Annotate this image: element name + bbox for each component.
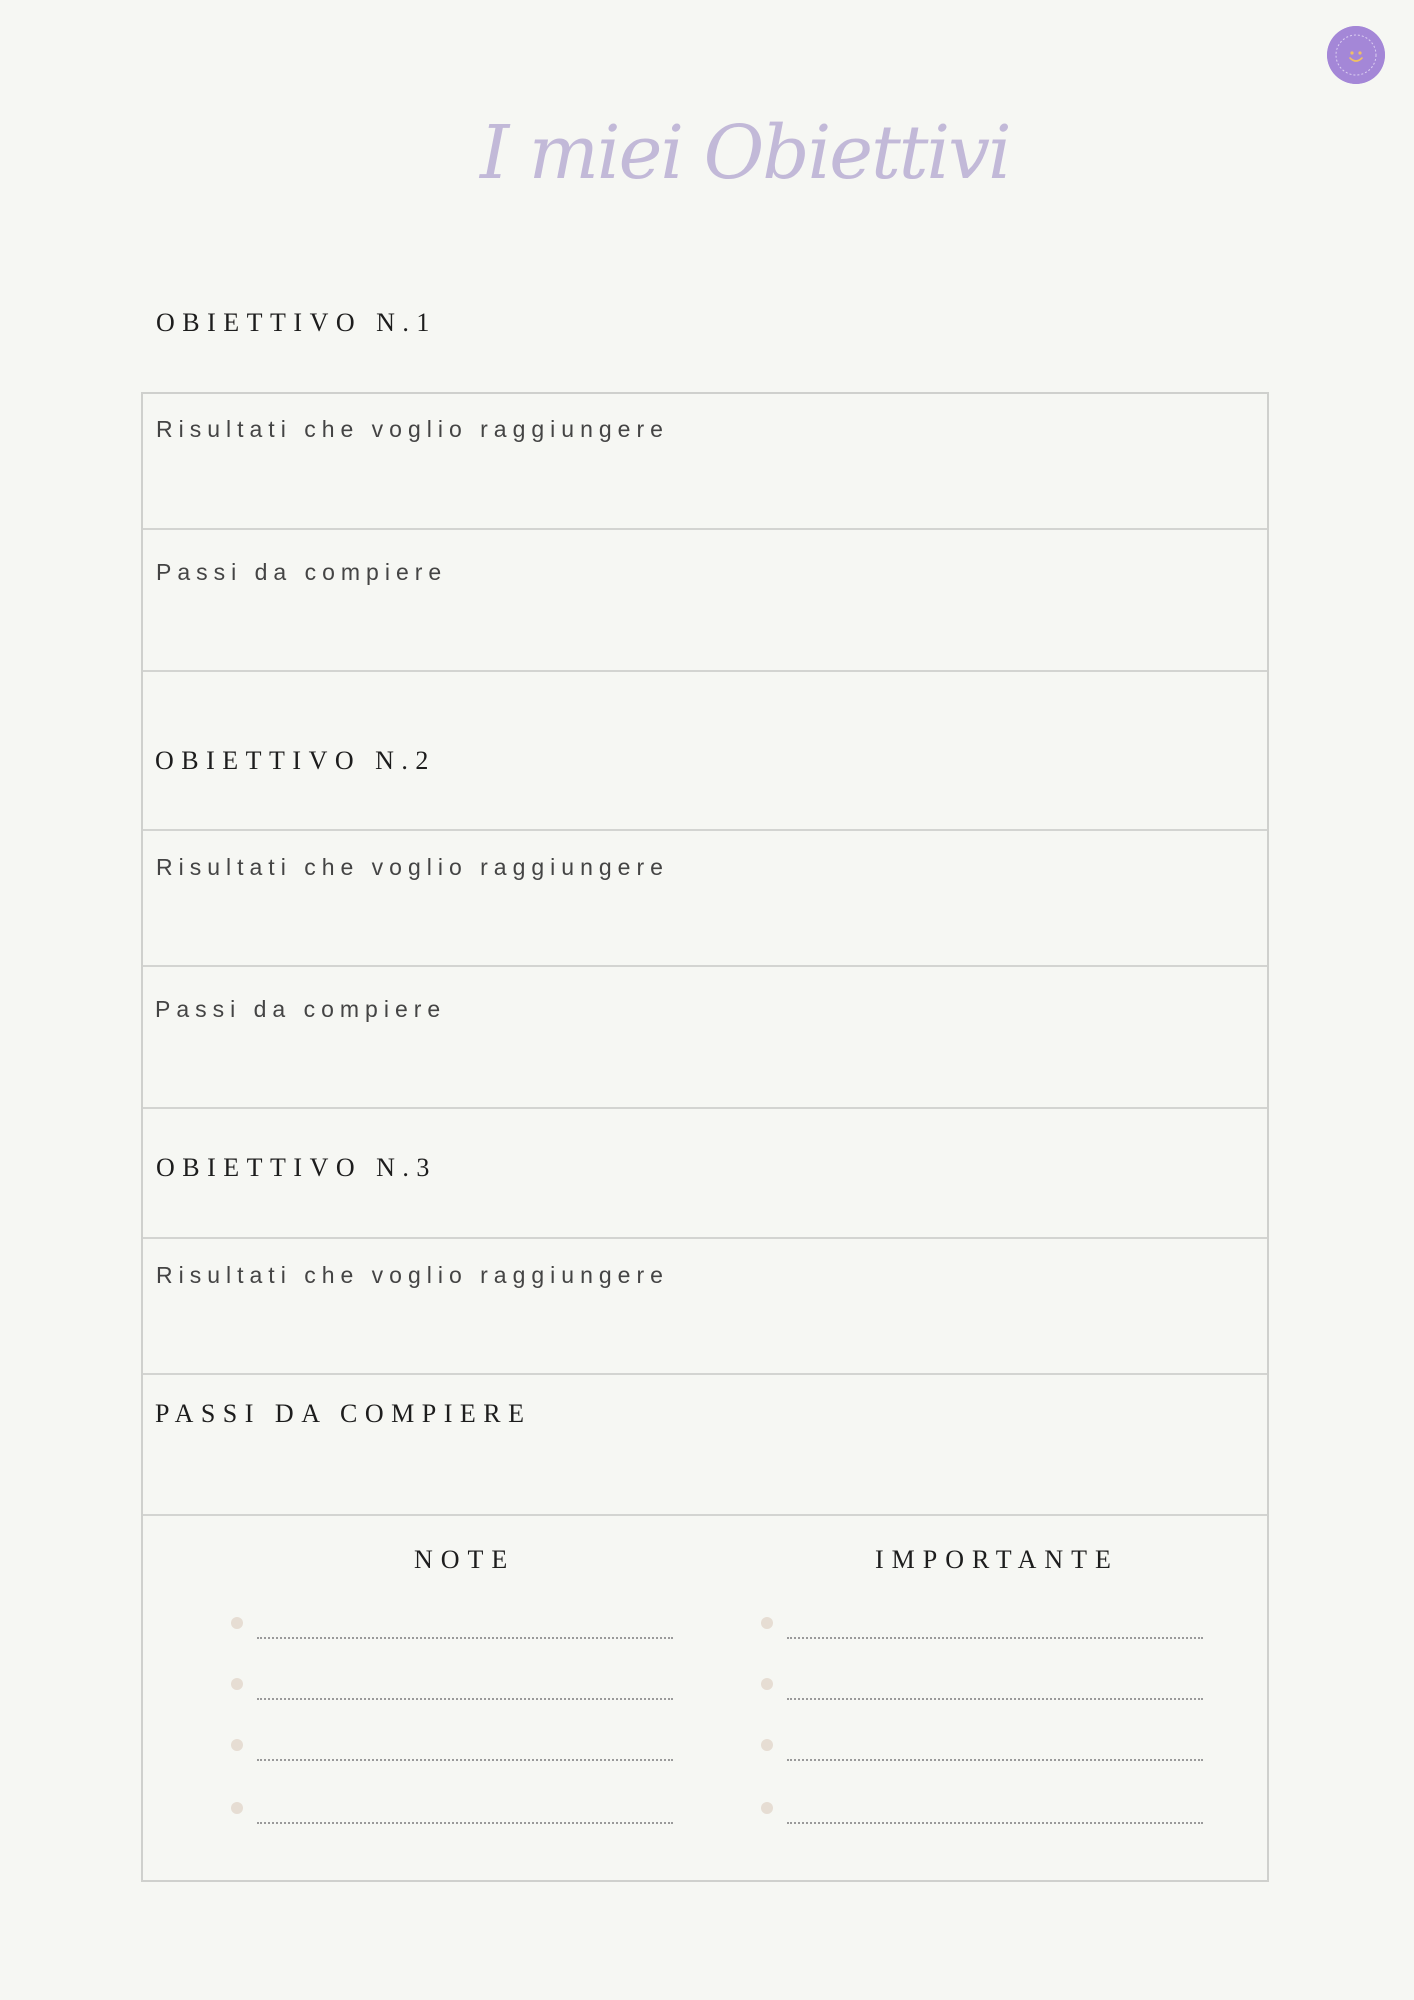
goal-2-results-field[interactable]: Risultati che voglio raggiungere bbox=[156, 854, 669, 880]
divider bbox=[143, 1237, 1267, 1239]
dotted-line bbox=[257, 1698, 673, 1700]
divider bbox=[143, 1107, 1267, 1109]
divider bbox=[143, 1514, 1267, 1516]
goal-3-steps-field[interactable]: PASSI DA COMPIERE bbox=[155, 1399, 532, 1428]
bullet-icon bbox=[231, 1739, 243, 1751]
divider bbox=[143, 528, 1267, 530]
dotted-line bbox=[787, 1822, 1203, 1824]
bullet-icon bbox=[761, 1739, 773, 1751]
important-title: IMPORTANTE bbox=[875, 1545, 1119, 1574]
bullet-icon bbox=[231, 1678, 243, 1690]
goals-frame bbox=[141, 392, 1269, 1882]
bullet-icon bbox=[761, 1617, 773, 1629]
bullet-icon bbox=[761, 1802, 773, 1814]
goal-2-heading: OBIETTIVO N.2 bbox=[155, 746, 436, 775]
notes-title: NOTE bbox=[414, 1545, 516, 1574]
dotted-line bbox=[257, 1822, 673, 1824]
dotted-line bbox=[787, 1637, 1203, 1639]
dotted-line bbox=[257, 1759, 673, 1761]
goal-1-results-field[interactable]: Risultati che voglio raggiungere bbox=[156, 416, 669, 442]
dotted-line bbox=[787, 1698, 1203, 1700]
goal-1-steps-field[interactable]: Passi da compiere bbox=[156, 559, 448, 585]
goal-2-steps-field[interactable]: Passi da compiere bbox=[155, 996, 447, 1022]
smiley-face-icon bbox=[1327, 26, 1385, 84]
goal-3-results-field[interactable]: Risultati che voglio raggiungere bbox=[156, 1262, 669, 1288]
brand-logo bbox=[1327, 26, 1385, 84]
dotted-line bbox=[787, 1759, 1203, 1761]
page-title: I miei Obiettivi bbox=[480, 110, 1010, 196]
divider bbox=[143, 965, 1267, 967]
goal-3-heading: OBIETTIVO N.3 bbox=[156, 1153, 437, 1182]
bullet-icon bbox=[231, 1802, 243, 1814]
goal-1-heading: OBIETTIVO N.1 bbox=[156, 308, 437, 337]
divider bbox=[143, 670, 1267, 672]
divider bbox=[143, 829, 1267, 831]
divider bbox=[143, 1373, 1267, 1375]
bullet-icon bbox=[761, 1678, 773, 1690]
dotted-line bbox=[257, 1637, 673, 1639]
bullet-icon bbox=[231, 1617, 243, 1629]
